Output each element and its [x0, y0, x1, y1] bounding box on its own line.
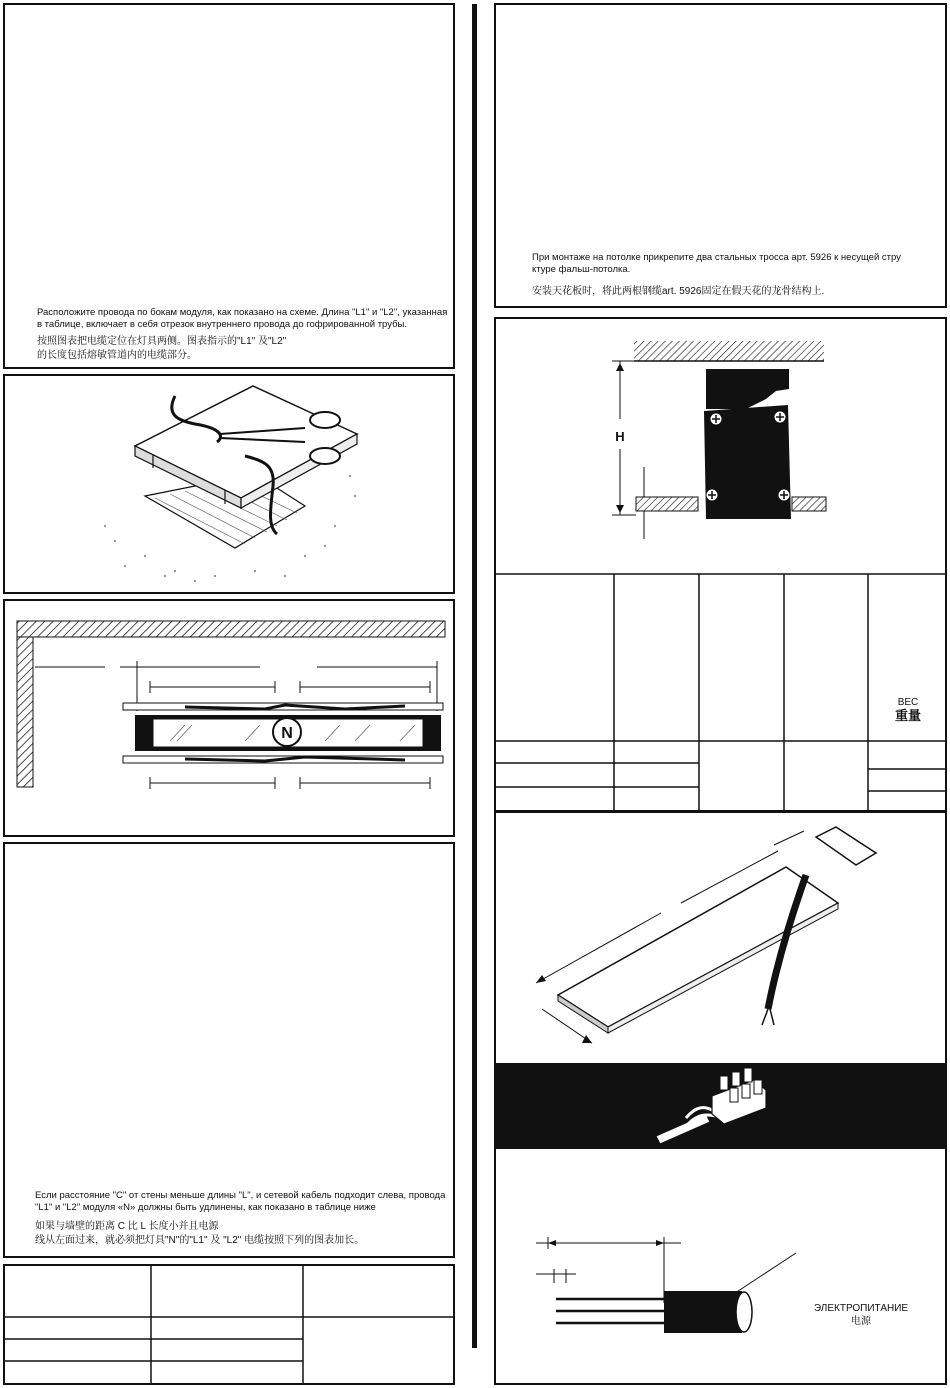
power-supply-label-zh: 电源 — [851, 1316, 871, 1327]
extension-note-zh-2: 线从左面过来，就必须把灯具"N"的"L1" 及 "L2" 电缆按照下列的图表加长。 — [35, 1235, 365, 1246]
module-wiring-diagram — [5, 601, 453, 835]
terminal-block-icon — [646, 1066, 796, 1146]
ceiling-note-ru-2: ктуре фальш-потолка. — [532, 264, 631, 275]
module-diagram-panel — [3, 599, 455, 837]
connector-band — [496, 1063, 945, 1149]
weight-header-zh: 重量 — [894, 708, 921, 723]
cable-strip-diagram — [496, 1153, 945, 1383]
extension-note-zh-1: 如果与墙壁的距离 C 比 L 长度小并且电源 — [35, 1221, 219, 1232]
cutting-illustration-panel — [3, 374, 455, 594]
ceiling-mount-diagram — [496, 319, 945, 569]
left-mid-panel — [3, 842, 455, 1258]
wiring-note-ru: Расположите провода по бокам модуля, как показано на схеме. Длина "L1" и "L2", указанная в таблице, включает в себя отрезок внутреннего провода до гофрированной трубы. — [37, 307, 448, 330]
right-top-panel — [494, 3, 947, 308]
power-supply-label-ru: ЭЛЕКТРОПИТАНИЕ — [813, 1303, 909, 1314]
column-divider — [472, 4, 477, 1348]
length-table — [3, 1264, 455, 1385]
weight-header-ru: ВЕС — [897, 697, 919, 708]
ceiling-note-zh: 安装天花板时，将此两根钢缆art. 5926固定在假天花的龙骨结构上. — [532, 286, 825, 297]
module-label: N — [281, 725, 293, 742]
weight-table-grid — [496, 573, 945, 813]
extension-note-ru: Если расстояние "C" от стены меньше длины "L", и сетевой кабель подходит слева, провода "L1" и "L2" модуля «N» должны быть удлинены, как показано в таблице ниже — [35, 1190, 446, 1213]
wiring-note-zh-1: 按照图表把电缆定位在灯具两侧。图表指示的"L1" 及"L2" — [37, 336, 287, 347]
profile-with-cable-illustration — [496, 813, 945, 1063]
length-table-grid — [5, 1266, 453, 1383]
ceiling-note-ru-1: При монтаже на потолке прикрепите два стальных тросса арт. 5926 к несущей стру — [532, 252, 901, 263]
left-top-panel — [3, 3, 455, 369]
wiring-note-zh-2: 的长度包括熔敏管道内的电缆部分。 — [37, 350, 197, 361]
cutting-illustration — [5, 376, 453, 592]
cable-panel — [494, 811, 947, 1385]
ceiling-mount-panel — [494, 317, 947, 812]
height-dimension-label: H — [615, 429, 625, 444]
